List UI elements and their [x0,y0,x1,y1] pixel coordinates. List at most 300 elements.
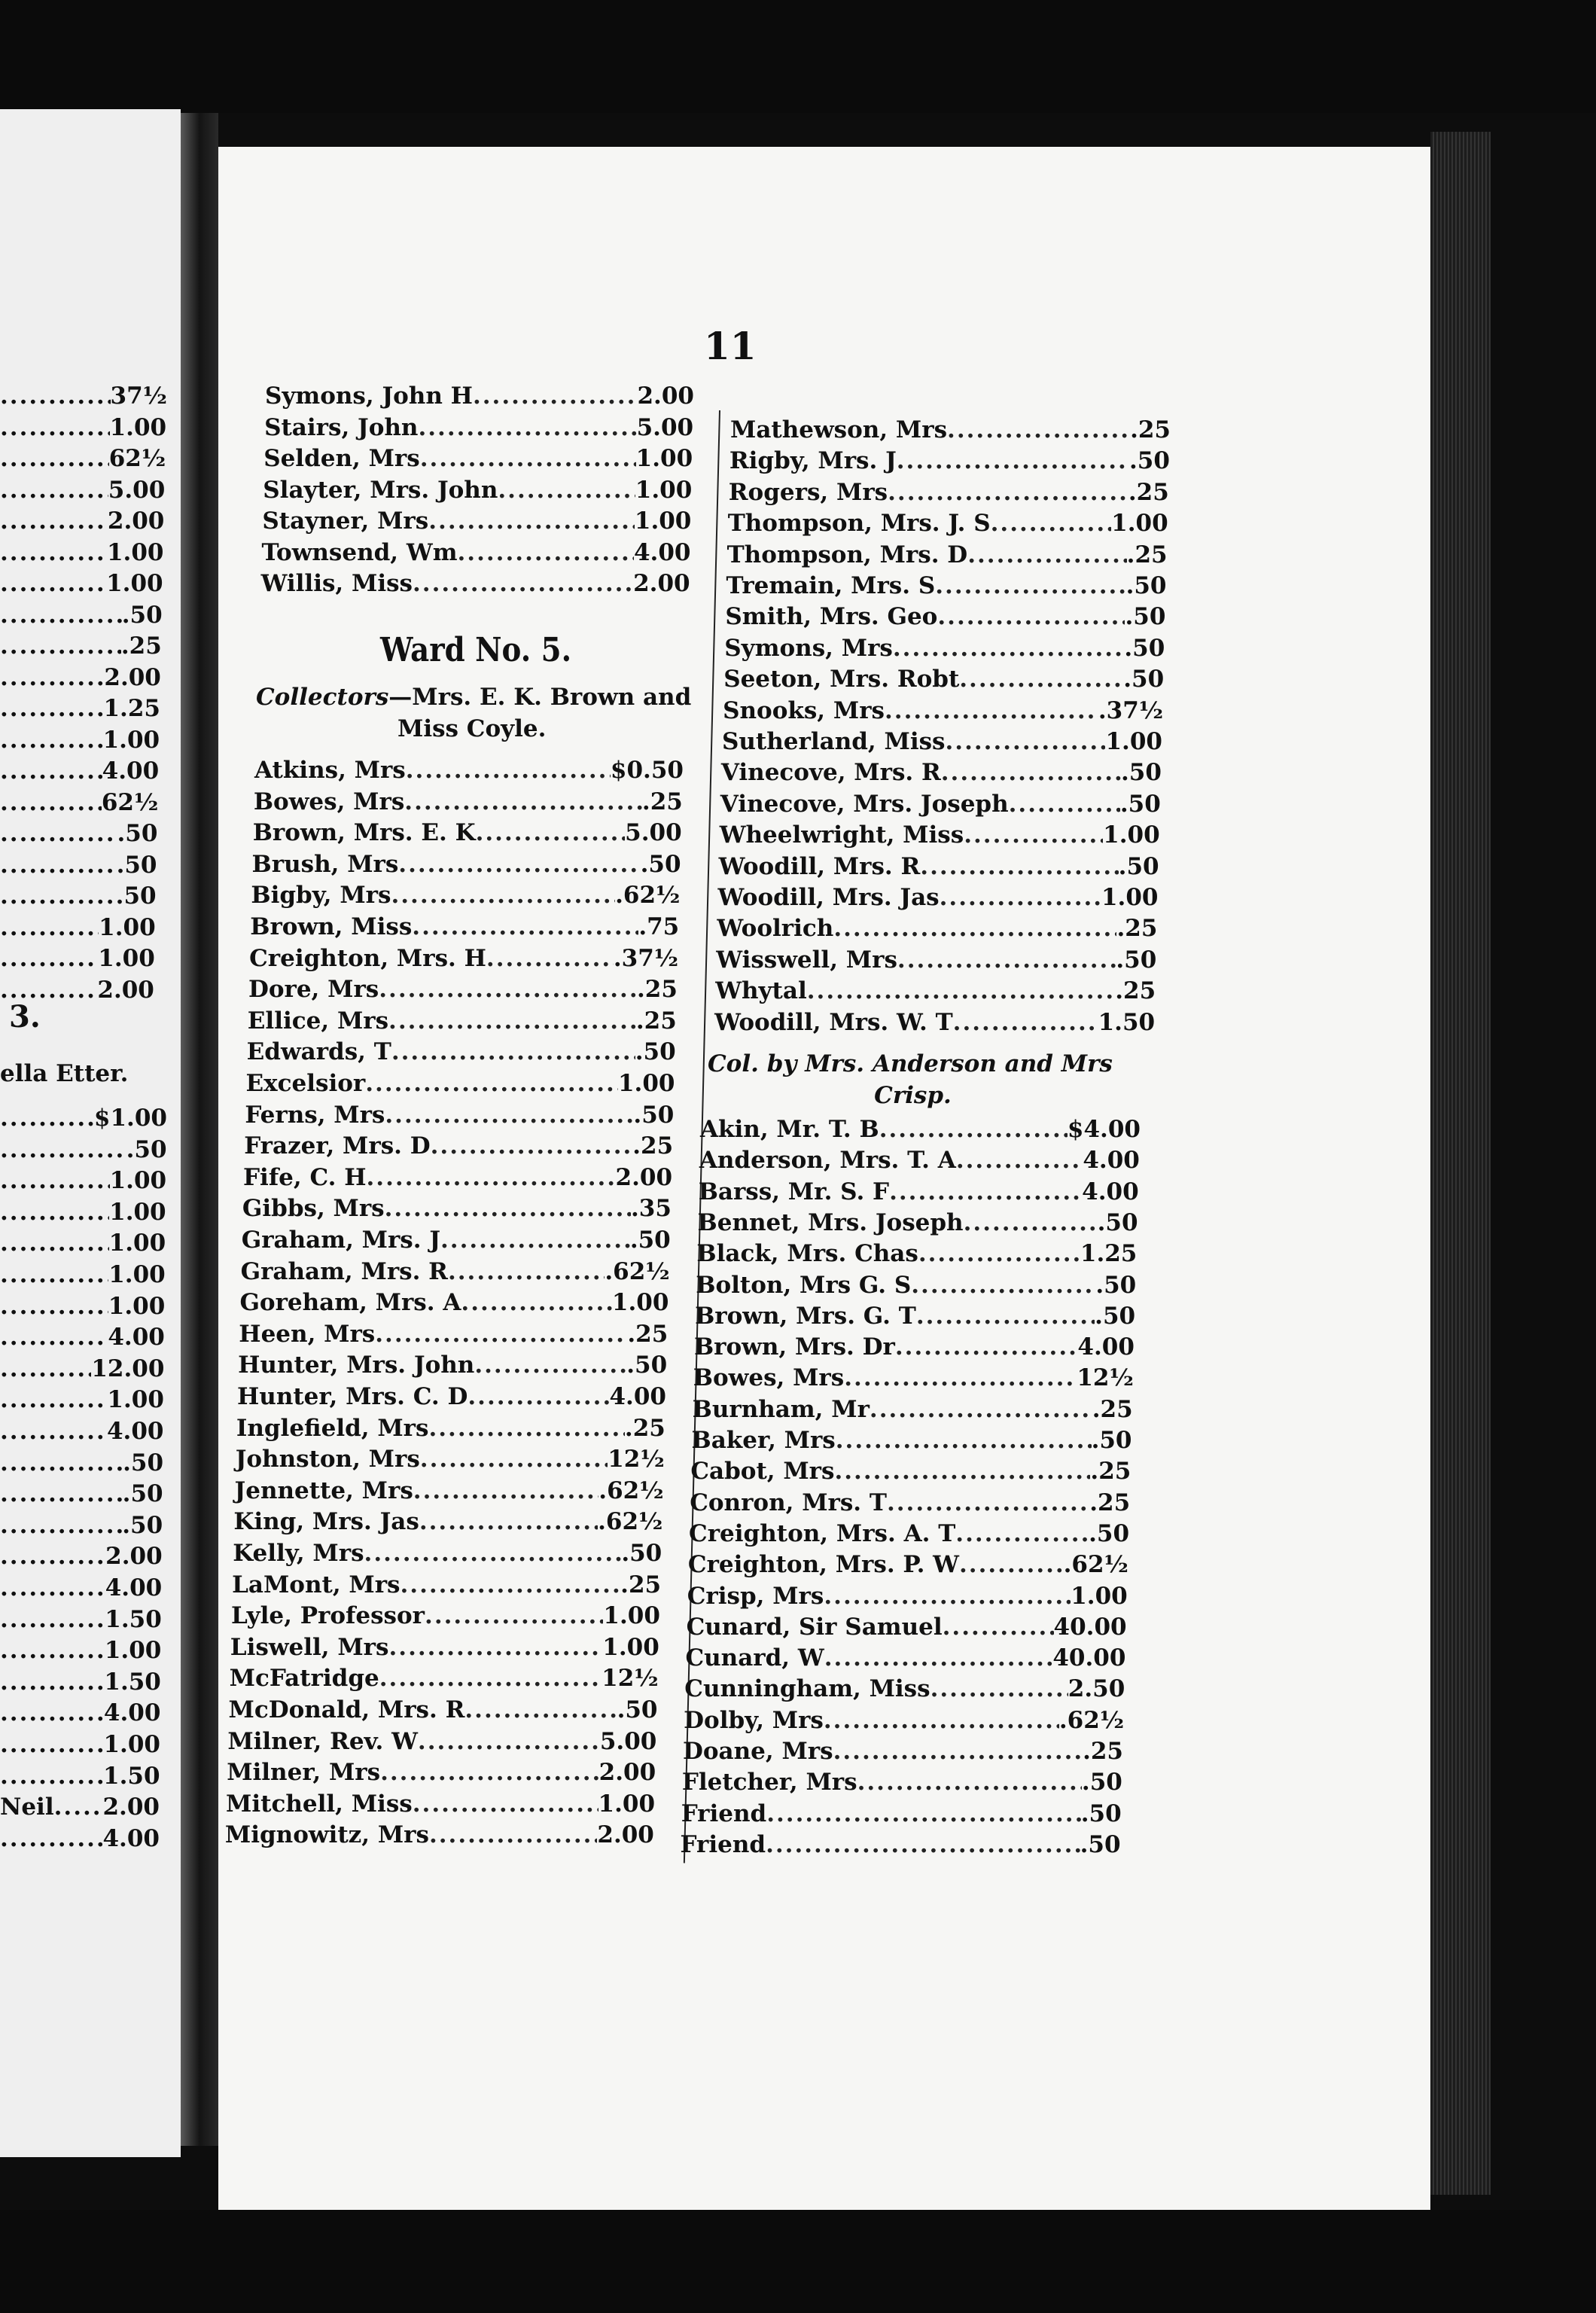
left-page-amount [0,1541,163,1571]
entry-amount: 2.00 [104,663,161,691]
leader-dots [766,1799,1081,1829]
entry-name: Friend [681,1800,767,1827]
entry-amount: 1.50 [103,1762,160,1790]
entry-amount: .50 [1080,1800,1122,1827]
entry-amount: 62½ [108,445,166,472]
list-item [253,818,682,848]
entry-name: Jennette, Mrs [234,1476,413,1504]
entry-name: Brown, Mrs. G. T [695,1302,916,1330]
entry-name: Edwards, T [246,1038,391,1066]
list-item [262,538,691,568]
entry-amount: .75 [638,913,680,940]
left-page-amount [0,1166,166,1196]
entry-amount: 4.00 [105,1574,163,1601]
leader-dots [0,600,122,630]
leader-dots [824,1705,1059,1736]
list-item [226,1789,655,1819]
leader-dots [0,1698,104,1728]
entry-amount: .50 [1095,1302,1136,1330]
left-page-amount [0,1291,165,1321]
leader-dots [857,1767,1082,1797]
left-page-amount [0,1635,161,1665]
list-item [699,1177,1139,1207]
entry-amount: .62½ [598,1476,664,1504]
entry-amount: 1.00 [102,726,160,754]
list-item [729,477,1169,507]
leader-dots [870,1394,1092,1425]
list-item [685,1643,1125,1673]
entry-amount: 1.00 [1071,1582,1128,1610]
entry-amount: .25 [1090,1458,1132,1486]
list-item [254,755,684,785]
leader-dots [964,820,1103,850]
entry-name: Mathewson, Mrs [730,416,948,443]
left-page-amount [0,1416,164,1446]
left-page-amount [0,788,158,818]
entry-amount: .62½ [605,1257,670,1285]
entry-amount: .62½ [1063,1551,1128,1579]
list-item [248,1006,677,1036]
entry-amount: 1.00 [1101,884,1159,911]
collectors-heading-line1: Col. by Mrs. Anderson and Mrs [708,1050,1113,1077]
list-item [693,1363,1134,1393]
right-page [218,147,1430,2210]
entry-name: Seeton, Mrs. Robt [723,666,960,693]
entry-amount: .50 [1119,790,1161,818]
collectors-label: Collectors [256,684,389,711]
entry-amount: .50 [1080,1830,1121,1858]
leader-dots [385,1100,633,1130]
entry-amount: $0.50 [610,757,684,784]
list-item [241,1257,670,1287]
leader-dots [476,818,626,848]
list-item [698,1208,1138,1238]
entry-name: Atkins, Mrs [254,757,406,784]
entry-amount: 4.00 [106,1418,164,1445]
entry-name: Goreham, Mrs. A [239,1289,461,1317]
scan-top-border [0,0,1596,113]
leader-dots [398,849,640,879]
leader-dots [0,756,102,786]
entry-amount: .25 [1115,977,1156,1005]
leader-dots [833,913,1116,943]
entry-amount: .50 [1118,852,1159,880]
entry-amount: 40.00 [1052,1644,1126,1672]
leader-dots [920,852,1118,882]
leader-dots [0,1479,123,1509]
list-item [682,1767,1122,1797]
leader-dots [391,880,615,910]
entry-amount: .25 [1128,478,1169,506]
entry-amount: .50 [1081,1769,1122,1796]
list-item [690,1456,1131,1486]
leader-dots [889,1177,1082,1207]
left-page-amount [0,1197,166,1227]
list-item [722,727,1162,757]
list-item [692,1425,1132,1455]
leader-dots [0,1635,105,1665]
entry-amount: $1.00 [93,1105,167,1132]
entry-amount: 1.00 [1103,821,1160,849]
leader-dots [404,787,642,817]
list-item [242,1225,671,1255]
entry-name: Barss, Mr. S. F [698,1178,890,1205]
scan-bottom-border [0,2210,1596,2313]
entry-name: Creighton, Mrs. P. W [687,1551,959,1579]
list-item [249,943,678,974]
left-page-amount [0,1103,167,1133]
leader-dots [0,1761,103,1791]
entry-amount: 1.00 [103,1731,160,1758]
list-item [717,913,1157,943]
entry-amount: 12½ [1077,1364,1134,1392]
leader-dots [0,1354,91,1384]
entry-amount: .50 [1120,759,1162,787]
leader-dots [956,1145,1083,1175]
entry-name: Vinecove, Mrs. Joseph [720,790,1009,818]
entry-amount: 2.00 [107,507,165,535]
entry-name: Bolton, Mrs G. S [696,1271,912,1299]
leader-dots [824,1643,1053,1673]
list-item [695,1301,1135,1331]
entry-name: Cabot, Mrs [690,1458,835,1486]
leader-dots [0,725,103,755]
list-item [227,1757,656,1787]
list-item [230,1663,659,1693]
entry-name: Sutherland, Miss [722,728,946,755]
leader-dots [885,696,1098,726]
list-item [245,1100,674,1130]
leader-dots [0,1448,123,1478]
entry-amount: 1.00 [635,476,693,504]
leader-dots [0,1385,107,1415]
leader-dots [0,381,111,411]
list-item [227,1726,656,1757]
entry-name: Lyle, Professor [230,1602,425,1630]
left-page-amount [0,413,166,443]
list-item [229,1695,658,1725]
left-page-amount [0,475,165,505]
entry-amount: .62½ [598,1508,663,1536]
leader-dots [0,413,110,443]
entry-name: Brush, Mrs [251,850,399,878]
entry-amount: 2.00 [105,1543,163,1571]
list-item [265,381,694,411]
list-item [696,1239,1137,1269]
entry-name: Vinecove, Mrs. R [720,759,941,787]
leader-dots [0,818,117,849]
entry-name: Heen, Mrs [239,1320,376,1348]
entry-name: Bowes, Mrs [693,1364,845,1392]
leader-dots [991,508,1112,538]
left-page-amount [0,693,160,724]
leader-dots [391,1037,635,1067]
list-item [729,446,1170,476]
entry-name: Brown, Mrs. E. K [252,819,476,847]
entry-amount: .50 [122,1511,163,1539]
entry-amount: 2.00 [597,1821,654,1849]
leader-dots [0,1573,105,1603]
entry-amount: .25 [120,632,162,660]
list-item [262,506,691,536]
entry-amount: .25 [1116,915,1158,943]
leader-dots [0,881,116,911]
leader-dots [888,477,1128,507]
list-item [247,1037,676,1067]
left-page-amount [0,506,164,536]
leader-dots [428,1413,624,1443]
collectors-line1: —Mrs. E. K. Brown and [388,684,692,711]
list-item [250,912,679,942]
leader-dots [0,1667,104,1697]
entry-amount: .50 [1125,603,1166,631]
leader-dots [0,631,121,661]
entry-amount: .50 [115,882,157,910]
list-item [252,849,681,879]
left-page-amount [0,1667,161,1697]
leader-dots [935,571,1125,601]
entry-amount: 1.00 [1105,728,1162,755]
entry-amount: 1.00 [617,1070,675,1097]
list-item [239,1319,668,1349]
entry-name: Bowes, Mrs [253,788,405,815]
left-page-amount [0,1322,165,1352]
left-page-amount [0,1792,160,1822]
list-item [237,1382,666,1412]
list-item [681,1830,1121,1860]
entry-amount: .37½ [613,944,679,972]
leader-dots [0,1824,102,1854]
entry-amount: 1.00 [106,570,163,597]
page-edge [1430,132,1491,2195]
entry-name: Milner, Mrs [227,1759,381,1787]
entry-name: Hunter, Mrs. John [238,1352,475,1379]
list-item [700,1114,1141,1144]
entry-amount: 1.00 [598,1790,656,1818]
list-item [243,1163,672,1193]
list-item [248,974,678,1004]
left-page-amount [0,1604,162,1635]
leader-dots [0,1228,109,1258]
entry-name: McFatridge [229,1665,379,1693]
entry-name: Cunard, Sir Samuel [686,1613,943,1641]
entry-name: Slayter, Mrs. John [263,476,498,504]
entry-amount: .50 [633,1101,675,1129]
leader-dots [413,1476,598,1506]
list-item [238,1350,667,1380]
entry-amount: 4.00 [103,1699,161,1727]
entry-amount: 2.00 [615,1163,673,1191]
list-item [681,1799,1122,1829]
list-item [263,475,692,505]
leader-dots [0,1604,105,1635]
entry-amount: 5.00 [636,413,694,441]
entry-amount: 2.00 [637,382,694,410]
left-page-amount [0,1385,164,1415]
entry-amount: .50 [123,1449,164,1476]
leader-dots [0,788,102,818]
left-page-name-fragment: Neil [0,1793,54,1821]
entry-amount: 1.25 [103,695,160,722]
book-gutter [181,113,218,2146]
entry-name: Mitchell, Miss [226,1790,413,1818]
entry-name: Kelly, Mrs [233,1540,364,1567]
entry-name: Selden, Mrs [263,445,420,472]
entry-name: Ferns, Mrs [245,1101,385,1129]
left-page-amount [0,1824,160,1854]
entry-name: King, Mrs. Jas [233,1508,419,1536]
entry-amount: .25 [1089,1489,1131,1516]
entry-amount: 1.50 [105,1605,162,1633]
list-item [690,1488,1130,1518]
leader-dots [947,415,1130,445]
leader-dots [498,475,635,505]
leader-dots [893,633,1125,663]
entry-amount: .50 [1123,666,1165,693]
left-page-note: ella Etter. [0,1060,129,1087]
leader-dots [0,1103,94,1133]
leader-dots [967,540,1126,570]
entry-amount: 4.00 [1077,1333,1135,1361]
leader-dots [0,1135,126,1165]
list-item [684,1674,1125,1704]
entry-amount: 1.00 [634,507,692,535]
left-page-amount [0,1479,163,1509]
entry-name: LaMont, Mrs [232,1571,401,1598]
entry-name: Fife, C. H [243,1163,367,1191]
leader-dots [413,568,633,599]
left-page-heading: 3. [9,999,41,1035]
entry-amount: 1.00 [107,1386,164,1414]
entry-amount: .50 [621,1540,662,1567]
entry-amount: .50 [1124,634,1165,662]
leader-dots [412,912,638,942]
leader-dots [964,1208,1098,1238]
entry-name: Woolrich [717,915,834,943]
entry-amount: 2.50 [1068,1675,1125,1703]
entry-amount: $4.00 [1067,1116,1141,1143]
leader-dots [486,943,614,974]
entry-amount: 4.00 [1082,1178,1139,1205]
entry-name: Doane, Mrs [683,1738,833,1765]
entry-name: Wheelwright, Miss [719,821,964,849]
entry-amount: 1.00 [106,538,164,566]
leader-dots [0,1260,108,1290]
left-page-amount [0,725,160,755]
entry-name: Cunningham, Miss [684,1675,930,1703]
leader-dots [420,1444,608,1474]
entry-name: Snooks, Mrs [723,696,885,724]
entry-amount: 1.00 [109,1198,166,1226]
entry-amount: .50 [1128,447,1170,475]
leader-dots [418,413,636,443]
left-page-amount [0,443,166,474]
left-page-amount [0,1135,167,1165]
leader-dots [0,1166,110,1196]
entry-name: Anderson, Mrs. T. A [699,1147,956,1175]
entry-amount: .50 [1089,1519,1130,1547]
list-item [689,1519,1129,1549]
collectors-line2: Miss Coyle. [397,715,547,742]
list-item [696,1270,1136,1300]
entry-name: Black, Mrs. Chas [696,1240,918,1268]
leader-dots [836,1425,1092,1455]
entry-amount: 5.00 [625,819,682,847]
leader-dots [464,1695,617,1725]
entry-amount: .37½ [1098,696,1164,724]
entry-amount: 2.00 [97,976,154,1004]
left-page-amount [0,663,161,693]
leader-dots [401,1570,621,1600]
entry-amount: 40.00 [1053,1613,1127,1641]
leader-dots [380,1757,599,1787]
leader-dots [834,1456,1090,1486]
leader-dots [448,1257,605,1287]
leader-dots [431,1131,633,1161]
leader-dots [379,974,637,1004]
leader-dots [930,1674,1068,1704]
leader-dots [473,381,638,411]
entry-name: Cunard, W [685,1644,824,1672]
left-page-amount [0,913,156,943]
left-page-amount [0,1448,163,1478]
list-item [236,1444,665,1474]
entry-name: Symons, John H [265,382,473,410]
collectors-heading-line2: Crisp. [874,1082,952,1109]
entry-amount: .25 [637,976,678,1004]
left-page-amount [0,850,157,880]
leader-dots [0,913,99,943]
left-page-amount [0,381,167,411]
left-page-amount [0,1260,166,1290]
entry-name: Woodill, Mrs. Jas [717,884,940,911]
entry-amount: .50 [116,851,157,879]
entry-name: Stairs, John [264,413,419,441]
list-item [261,568,690,599]
list-item [683,1736,1123,1766]
entry-name: Brown, Miss [250,913,413,940]
leader-dots [959,664,1123,694]
list-item [728,508,1168,538]
list-item [231,1601,660,1631]
entry-amount: .50 [640,850,681,878]
entry-amount: .25 [1130,416,1171,443]
leader-dots [807,976,1116,1006]
entry-name: Bigby, Mrs [251,882,391,910]
entry-name: Crisp, Mrs [687,1582,824,1610]
left-page-amount [0,568,163,599]
entry-amount: .35 [630,1195,672,1223]
list-item [239,1288,669,1318]
list-item [719,852,1159,882]
leader-dots [0,1510,122,1540]
leader-dots [959,1550,1064,1580]
leader-dots [406,755,611,785]
leader-dots [54,1792,103,1822]
leader-dots [429,1820,597,1850]
entry-amount: 4.00 [102,757,160,785]
leader-dots [0,1729,103,1760]
entry-amount: 2.00 [598,1759,656,1787]
list-item [727,540,1168,570]
leader-dots [420,443,636,474]
entry-amount: 1.00 [98,945,155,972]
left-page-amount [0,1354,164,1384]
entry-amount: 4.00 [1083,1147,1140,1175]
list-item [688,1550,1128,1580]
entry-name: Frazer, Mrs. D [244,1132,431,1160]
leader-dots [0,1416,107,1446]
